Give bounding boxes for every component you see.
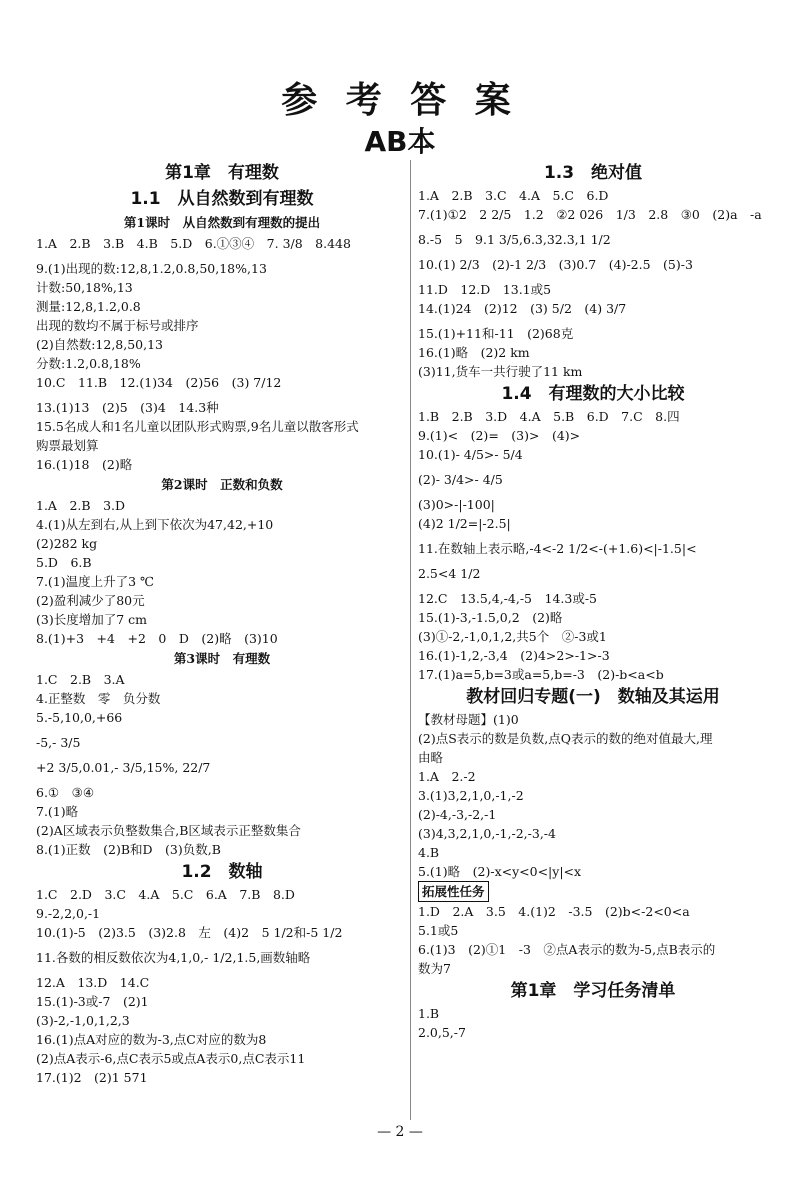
- page-subtitle: AB本: [364, 125, 436, 158]
- answer-line: -5,- 3/5: [36, 735, 81, 750]
- answer-line: 8.(1)正数 (2)B和D (3)负数,B: [36, 842, 221, 857]
- answer-line: 数为7: [418, 961, 451, 976]
- answer-line: 7.(1)①2 2 2/5 1.2 ②2 026 1/3 2.8 ③0 (2)a -a: [418, 207, 762, 222]
- answer-line: 13.(1)13 (2)5 (3)4 14.3种: [36, 400, 219, 415]
- answer-line: (3)长度增加了7 cm: [36, 612, 147, 627]
- answer-line: 1.A 2.-2: [418, 769, 476, 784]
- answer-line: 1.A 2.B 3.C 4.A 5.C 6.D: [418, 188, 609, 203]
- answer-line: (3)4,3,2,1,0,-1,-2,-3,-4: [418, 826, 556, 841]
- answer-line: 8.-5 5 9.1 3/5,6.3,32.3,1 1/2: [418, 232, 611, 247]
- answer-line: 分数:1.2,0.8,18%: [36, 356, 141, 371]
- answer-line: 8.(1)+3 +4 +2 0 D (2)略 (3)10: [36, 631, 278, 646]
- page-title: 参 考 答 案: [281, 79, 519, 121]
- answer-line: 1.C 2.D 3.C 4.A 5.C 6.A 7.B 8.D: [36, 887, 295, 902]
- page-number: — 2 —: [377, 1124, 423, 1140]
- answer-line: 16.(1)18 (2)略: [36, 457, 133, 472]
- answer-line: (2)点A表示-6,点C表示5或点A表示0,点C表示11: [36, 1051, 306, 1066]
- answer-line: 17.(1)2 (2)1 571: [36, 1070, 148, 1085]
- answer-line: 6.(1)3 (2)①1 -3 ②点A表示的数为-5,点B表示的: [418, 942, 716, 957]
- answer-line: 15.(1)-3,-1.5,0,2 (2)略: [418, 610, 563, 625]
- answer-line: 12.C 13.5,4,-4,-5 14.3或-5: [418, 591, 598, 606]
- answer-line: 测量:12,8,1.2,0.8: [36, 299, 141, 314]
- section-heading: 第1课时 从自然数到有理数的提出: [123, 215, 321, 230]
- answer-line: 6.① ③④: [36, 785, 95, 800]
- answer-line: 1.D 2.A 3.5 4.(1)2 -3.5 (2)b<-2<0<a: [418, 904, 690, 919]
- section-heading: 1.3 绝对值: [543, 163, 643, 183]
- answer-line: (2)-4,-3,-2,-1: [418, 807, 497, 822]
- answer-line: 16.(1)点A对应的数为-3,点C对应的数为8: [36, 1032, 267, 1047]
- answer-line: 2.0,5,-7: [418, 1025, 466, 1040]
- answer-line: 7.(1)温度上升了3 ℃: [36, 574, 155, 589]
- answer-line: 5.-5,10,0,+66: [36, 710, 123, 725]
- right-column: [418, 160, 768, 1042]
- section-heading: 第3课时 有理数: [173, 651, 271, 666]
- answer-line: 【教材母题】(1)0: [418, 712, 519, 727]
- answer-line: 11.在数轴上表示略,-4<-2 1/2<-(+1.6)<|-1.5|<: [418, 541, 697, 556]
- answer-line: 11.D 12.D 13.1或5: [418, 282, 552, 297]
- answer-line: 1.A 2.B 3.B 4.B 5.D 6.①③④ 7. 3/8 8.448: [36, 236, 351, 251]
- answer-line: 4.B: [418, 845, 440, 860]
- answer-line: (2)A区域表示负整数集合,B区域表示正整数集合: [36, 823, 301, 838]
- answer-line: 4.正整数 零 负分数: [36, 691, 161, 706]
- answer-line: 9.-2,2,0,-1: [36, 906, 101, 921]
- answer-line: 10.C 11.B 12.(1)34 (2)56 (3) 7/12: [36, 375, 282, 390]
- answer-line: (4)2 1/2=|-2.5|: [418, 516, 511, 531]
- answer-line: (2)点S表示的数是负数,点Q表示的数的绝对值最大,理: [418, 731, 713, 746]
- column-divider: [410, 160, 411, 1120]
- answer-line: (3)11,货车一共行驶了11 km: [418, 364, 583, 379]
- answer-line: 15.5名成人和1名儿童以团队形式购票,9名儿童以散客形式: [36, 419, 359, 434]
- answer-line: 1.A 2.B 3.D: [36, 498, 126, 513]
- answer-line: 4.(1)从左到右,从上到下依次为47,42,+10: [36, 517, 274, 532]
- answer-line: 1.C 2.B 3.A: [36, 672, 125, 687]
- answer-line: 16.(1)-1,2,-3,4 (2)4>2>-1>-3: [418, 648, 610, 663]
- answer-line: 12.A 13.D 14.C: [36, 975, 150, 990]
- section-heading: 第2课时 正数和负数: [161, 477, 283, 492]
- answer-line: 5.1或5: [418, 923, 459, 938]
- answer-line: 15.(1)+11和-11 (2)68克: [418, 326, 574, 341]
- section-heading: 1.4 有理数的大小比较: [501, 384, 685, 404]
- answer-line: (3)①-2,-1,0,1,2,共5个 ②-3或1: [418, 629, 607, 644]
- answer-line: 9.(1)出现的数:12,8,1.2,0.8,50,18%,13: [36, 261, 267, 276]
- answer-line: 2.5<4 1/2: [418, 566, 481, 581]
- answer-line: 10.(1) 2/3 (2)-1 2/3 (3)0.7 (4)-2.5 (5)-3: [418, 257, 693, 272]
- section-heading: 1.2 数轴: [181, 862, 263, 882]
- answer-line: (3)-2,-1,0,1,2,3: [36, 1013, 130, 1028]
- answer-line: 5.D 6.B: [36, 555, 92, 570]
- section-heading: 1.1 从自然数到有理数: [130, 189, 314, 209]
- answer-line: (2)- 3/4>- 4/5: [418, 472, 503, 487]
- answer-line: 7.(1)略: [36, 804, 79, 819]
- section-heading: 教材回归专题(一) 数轴及其运用: [466, 687, 720, 707]
- answer-line: 计数:50,18%,13: [36, 280, 133, 295]
- answer-line: (3)0>-|-100|: [418, 497, 495, 512]
- left-column: [36, 160, 408, 1087]
- answer-line: 5.(1)略 (2)-x<y<0<|y|<x: [418, 864, 582, 879]
- answer-line: (2)282 kg: [36, 536, 98, 551]
- answer-line: (2)自然数:12,8,50,13: [36, 337, 164, 352]
- answer-line: 3.(1)3,2,1,0,-1,-2: [418, 788, 524, 803]
- answer-line: 10.(1)- 4/5>- 5/4: [418, 447, 523, 462]
- answer-line: 1.B 2.B 3.D 4.A 5.B 6.D 7.C 8.四: [418, 409, 680, 424]
- answer-line: 17.(1)a=5,b=3或a=5,b=-3 (2)-b<a<b: [418, 667, 664, 682]
- answer-line: 由略: [418, 750, 444, 765]
- section-heading: 第1章 学习任务清单: [510, 981, 676, 1001]
- answer-line: 1.B: [418, 1006, 440, 1021]
- answer-line: (2)盈利减少了80元: [36, 593, 145, 608]
- answer-line: 10.(1)-5 (2)3.5 (3)2.8 左 (4)2 5 1/2和-5 1/2: [36, 925, 343, 940]
- section-tag-label: 拓展性任务: [418, 881, 489, 902]
- answer-line: 14.(1)24 (2)12 (3) 5/2 (4) 3/7: [418, 301, 627, 316]
- answer-line: +2 3/5,0.01,- 3/5,15%, 22/7: [36, 760, 211, 775]
- section-tag: [418, 881, 768, 902]
- answer-line: 15.(1)-3或-7 (2)1: [36, 994, 149, 1009]
- answer-line: 11.各数的相反数依次为4,1,0,- 1/2,1.5,画数轴略: [36, 950, 311, 965]
- answer-line: 出现的数均不属于标号或排序: [36, 318, 199, 333]
- answer-line: 购票最划算: [36, 438, 99, 453]
- answer-line: 9.(1)< (2)= (3)> (4)>: [418, 428, 581, 443]
- section-heading: 第1章 有理数: [165, 163, 279, 183]
- answer-line: 16.(1)略 (2)2 km: [418, 345, 530, 360]
